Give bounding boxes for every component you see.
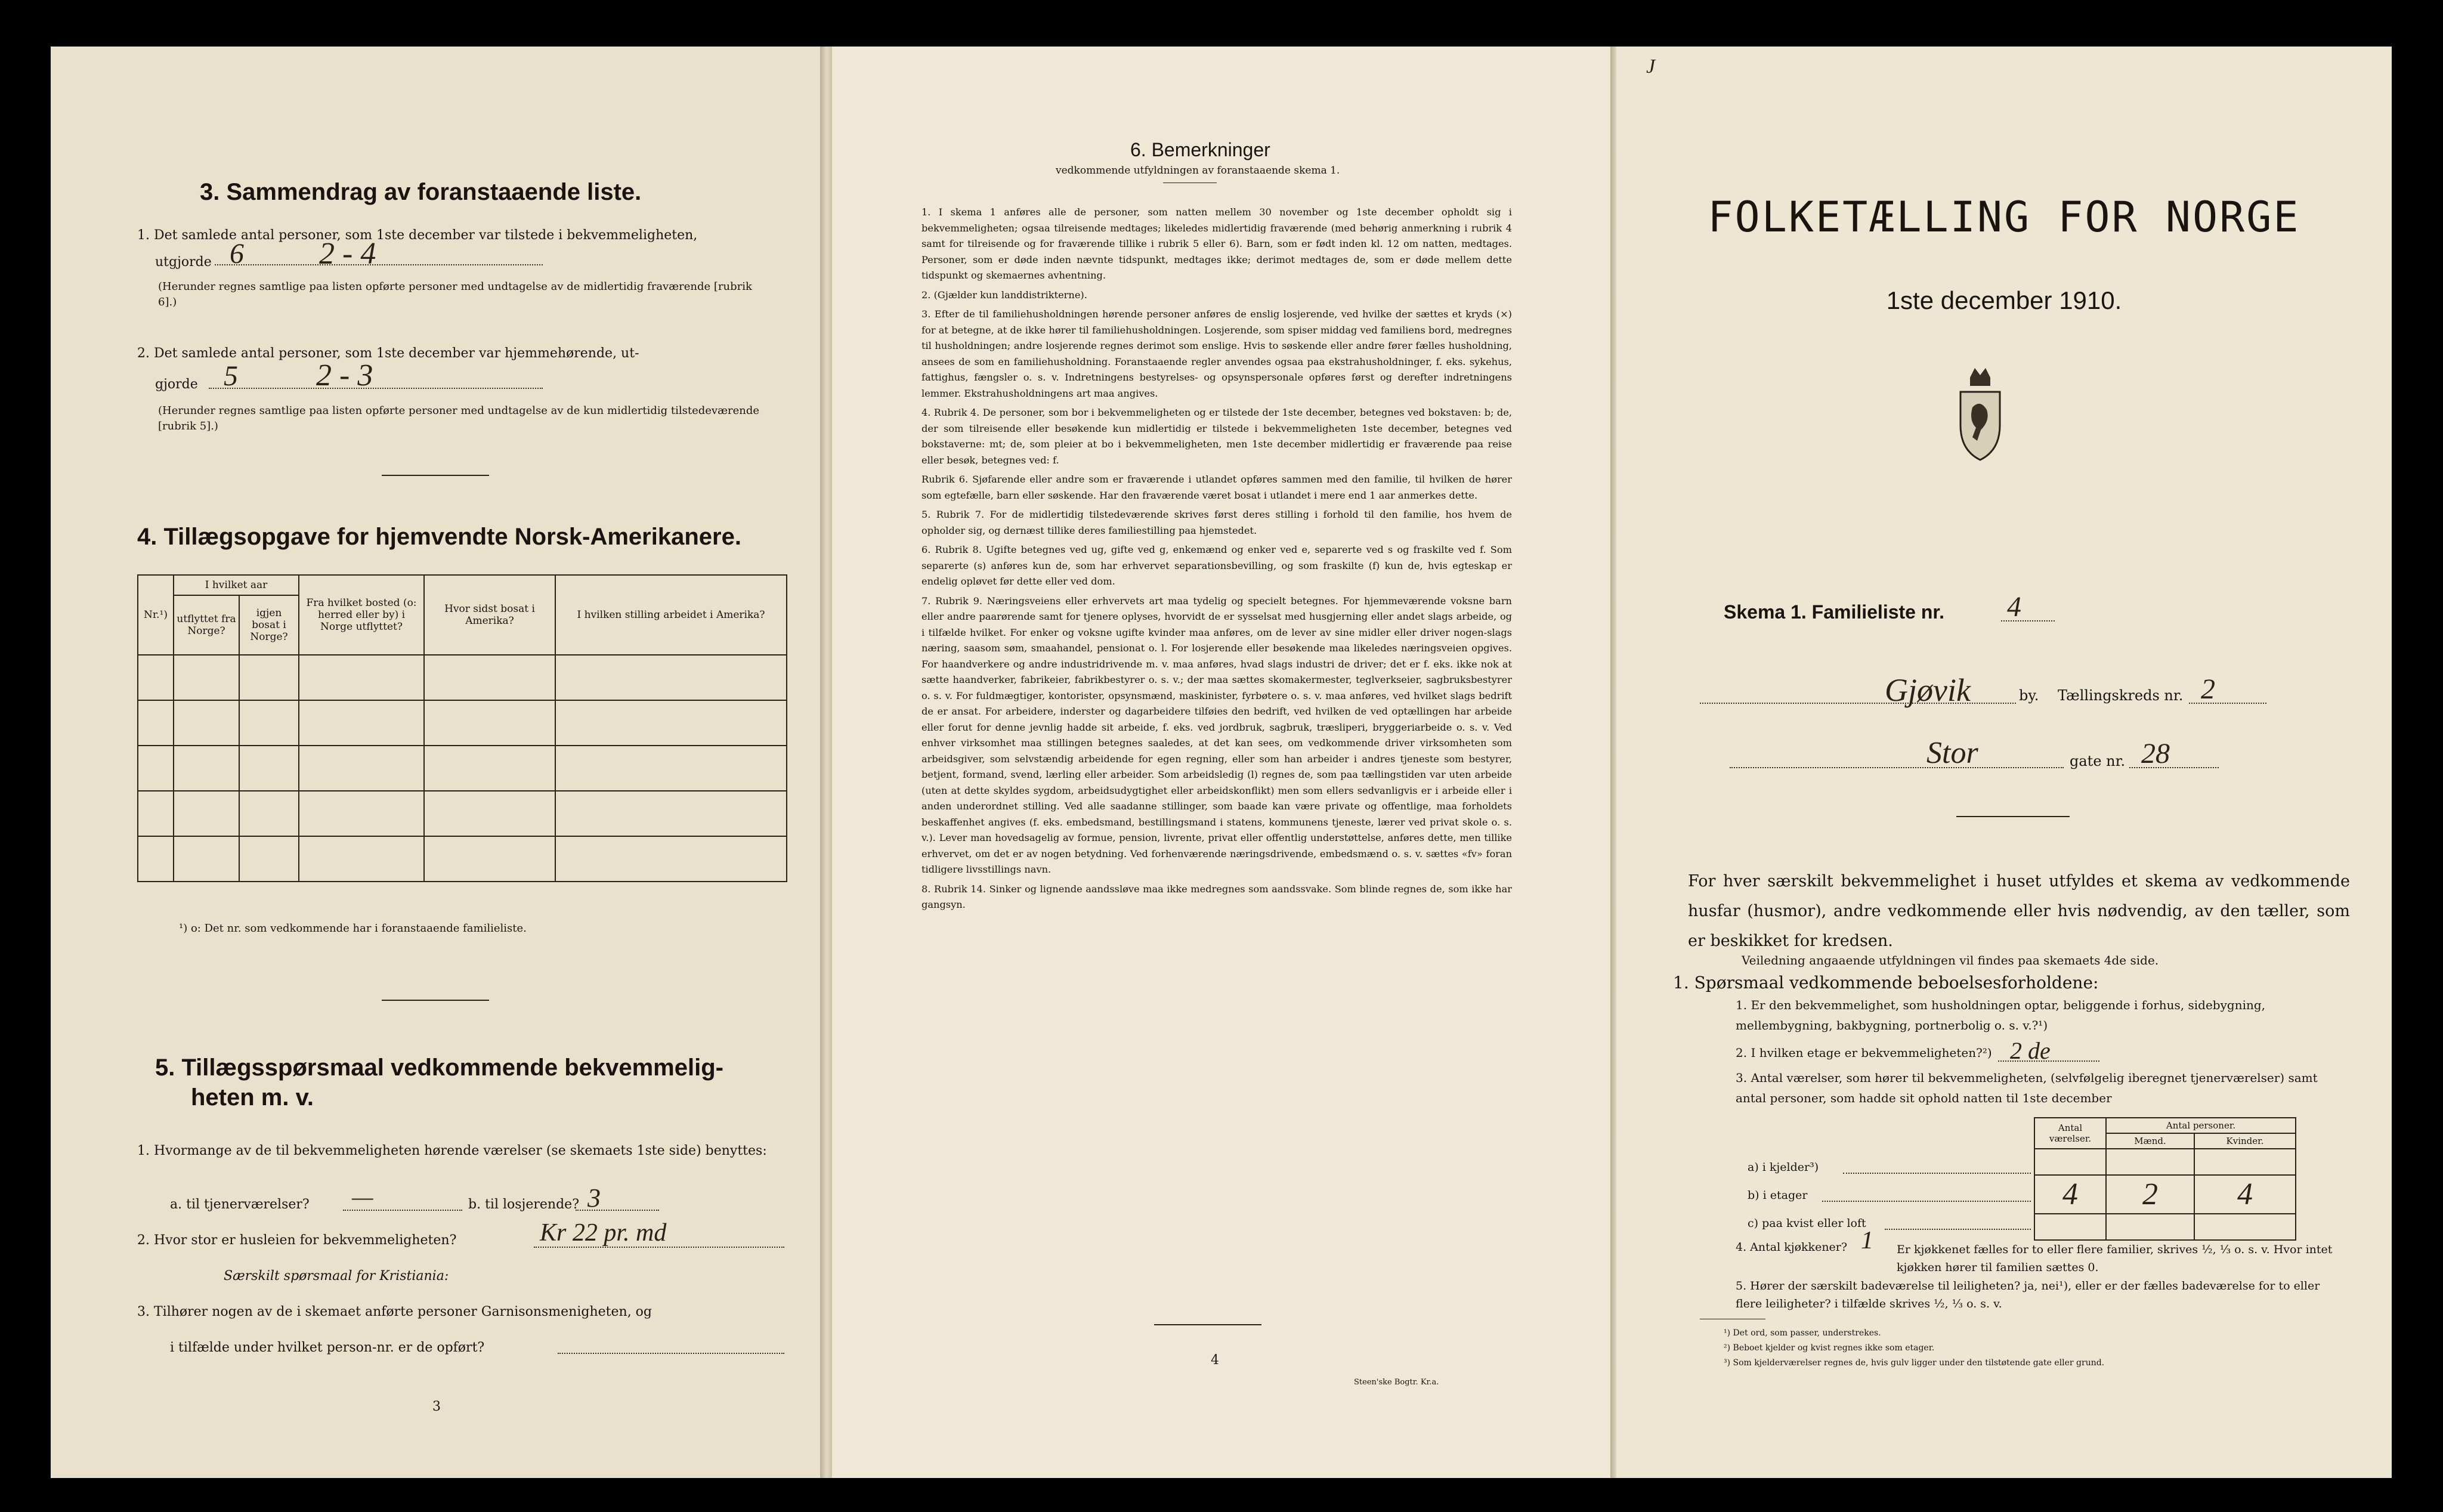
s5-question-3: 3. Tilhører nogen av de i skemaet anførte personer Garnisonsmenigheten, og [137, 1304, 653, 1319]
col-utflyttet: utflyttet fra Norge? [174, 595, 239, 655]
etager-line [1822, 1201, 2031, 1202]
s4-footnote: ¹) o: Det nr. som vedkommende har i foranstaaende familieliste. [179, 922, 527, 935]
row-label-kvist: c) paa kvist eller loft [1748, 1217, 1866, 1230]
etager-kvinder[interactable]: 4 [2194, 1175, 2296, 1214]
remarks-subtitle: vedkommende utfyldningen av foranstaaende skema 1. [1056, 165, 1340, 177]
table-row [138, 836, 787, 882]
question-4-rest: Er kjøkkenet fælles for to eller flere familier, skrives ½, ⅓ o. s. v. Hvor intet kjøkken hører til familien sættes 0. [1897, 1243, 2333, 1274]
intro-text: For hver særskilt bekvemmelighet i huset utfyldes et skema av vedkommende husfar (husmor), andre vedkommende eller hvis nødvendig, av den tæller, som er beskikket for kredsen. [1688, 872, 2350, 950]
s5-question-2: 2. Hvor stor er husleien for bekvemmeligheten? [137, 1233, 457, 1248]
s3-q1-answer-2[interactable]: 2 - 4 [319, 237, 376, 271]
table-row [138, 655, 787, 700]
page-4 [832, 47, 1619, 1478]
printer-mark: Steen'ske Bogtr. Kr.a. [1354, 1378, 1439, 1387]
row-label-etager: b) i etager [1748, 1189, 1808, 1202]
question-3: 3. Antal værelser, som hører til bekvemmeligheten, (selvfølgelig iberegnet tjenerværelser) samt antal personer, som hadde sit ophold natten til 1ste december [1736, 1071, 2318, 1105]
gate-line [1730, 767, 2064, 768]
col-kvinder: Kvinder. [2194, 1133, 2296, 1149]
kristiania-note: Særskilt spørsmaal for Kristiania: [224, 1269, 449, 1284]
remark-6: 6. Rubrik 8. Ugifte betegnes ved ug, gifte ved g, enkemænd og enker ved e, separerte ved s og fraskilte ved f. Som separerte (s) anføres kun de, som har erhvervet separationsbevilling, og som fraskilte (f) kun de, hvis egteskap er endelig opløvet før dette eller ved dom. [921, 544, 1512, 587]
col-stilling: I hvilken stilling arbeidet i Amerika? [555, 575, 787, 655]
coat-of-arms-icon [1953, 366, 2007, 463]
col-igjen: igjen bosat i Norge? [239, 595, 299, 655]
col-vaerelser: Antal værelser. [2034, 1118, 2106, 1149]
s3-q2-label: gjorde [155, 377, 198, 392]
kvist-vaerelser[interactable] [2034, 1214, 2106, 1240]
s3-q2-answer[interactable]: 5 [224, 360, 238, 392]
section-3-title: 3. Sammendrag av foranstaaende liste. [200, 179, 642, 205]
guide-text: Veiledning angaaende utfyldningen vil findes paa skemaets 4de side. [1742, 953, 2159, 967]
s5-question-3b: i tilfælde under hvilket person-nr. er de opført? [170, 1340, 485, 1355]
section-4-title: 4. Tillægsopgave for hjemvendte Norsk-Amerikanere. [137, 524, 741, 550]
page-1 [1616, 47, 2392, 1478]
s3-question-2: 2. Det samlede antal personer, som 1ste december var hjemmehørende, ut- [137, 346, 639, 361]
krets-value[interactable]: 2 [2201, 673, 2215, 705]
footnote-1: ¹) Det ord, som passer, understrekes. [1724, 1328, 1881, 1338]
remarks-list [921, 205, 1512, 913]
table-row [2034, 1175, 2296, 1214]
col-personer: Antal personer. [2106, 1118, 2296, 1133]
s3-q2-answer-2[interactable]: 2 - 3 [316, 358, 373, 392]
s5-q1b: b. til losjerende? [468, 1197, 579, 1212]
remark-8: 8. Rubrik 14. Sinker og lignende aandssløve maa ikke medregnes som aandssvake. Som blinde regnes de, som ikke har gangsyn. [921, 883, 1512, 910]
kjelder-maend[interactable] [2106, 1149, 2194, 1175]
footnotes [1724, 1326, 2104, 1371]
rooms-table [2034, 1117, 2296, 1241]
table-row [138, 746, 787, 791]
corner-mark: J [1646, 55, 1656, 78]
page-number: 3 [432, 1399, 441, 1414]
etager-maend[interactable]: 2 [2106, 1175, 2194, 1214]
kvist-kvinder[interactable] [2194, 1214, 2296, 1240]
gate-label: gate nr. [2070, 753, 2126, 769]
s5-q2-answer[interactable]: Kr 22 pr. md [540, 1219, 667, 1247]
question-2: 2. I hvilken etage er bekvemmeligheten?²) [1736, 1046, 1992, 1060]
by-label: by. [2019, 687, 2039, 704]
kjelder-line [1843, 1173, 2031, 1174]
questions-heading: 1. Spørsmaal vedkommende beboelsesforholdene: [1673, 973, 2099, 992]
gate-name[interactable]: Stor [1926, 736, 1978, 770]
row-label-kjelder: a) i kjelder³) [1748, 1161, 1819, 1174]
s5-question-1: 1. Hvormange av de til bekvemmeligheten hørende værelser (se skemaets 1ste side) benyttes: [137, 1143, 767, 1158]
page-3 [51, 47, 820, 1478]
s5-q1a: a. til tjenerværelser? [170, 1197, 310, 1212]
table-row [2034, 1149, 2296, 1175]
divider [382, 475, 489, 476]
footnote-3: ³) Som kjelderværelser regnes de, hvis gulv ligger under den tilstøtende gate eller grund. [1724, 1358, 2105, 1368]
by-value[interactable]: Gjøvik [1885, 672, 1971, 708]
q4-answer[interactable]: 1 [1861, 1227, 1873, 1254]
s3-q1-line [215, 264, 543, 265]
page-number: 4 [1211, 1353, 1219, 1368]
remark-2: 2. (Gjælder kun landdistrikterne). [921, 289, 1087, 301]
norsk-amerikaner-table [137, 574, 787, 882]
col-nr: Nr.¹) [138, 575, 174, 655]
remark-4: 4. Rubrik 4. De personer, som bor i bekvemmeligheten og er tilstede der 1ste december, betegnes ved bokstaven: b; de, der som tilreisende eller besøkende kun midlertidig er tilstede i bekvemmeligheten 1ste december, betegnes ved bokstaverne: mt; de, som pleier at bo i bekvemmeligheten, men 1ste december midlertidig er fraværende paa reise eller besøk, betegnes ved: f. [921, 407, 1512, 466]
s5-q1a-answer[interactable]: — [352, 1183, 373, 1210]
s5-q3-line [558, 1353, 784, 1354]
table-row [2034, 1214, 2296, 1240]
page-fold [820, 47, 833, 1478]
remark-1: 1. I skema 1 anføres alle de personer, som natten mellem 30 november og 1ste december opholdt sig i bekvemmeligheten; ogsaa tilreisende medtages; likeledes midlertidig fraværende (med behørig anmerkning i rubrik 4 samt for tilreisende og for fraværende tillike i rubrik 5 eller 6). Barn, som er født inden kl. 12 om natten, medtages. Personer, som er døde inden nævnte tidspunkt, medtages ikke; derimot medtages de, som er døde mellem dette tidspunkt og skemaernes avhentning. [921, 206, 1512, 281]
kvist-maend[interactable] [2106, 1214, 2194, 1240]
skema-nr[interactable]: 4 [2007, 591, 2021, 623]
divider [1956, 816, 2070, 817]
remarks-title: 6. Bemerkninger [1130, 139, 1270, 160]
s3-question-1: 1. Det samlede antal personer, som 1ste december var tilstede i bekvemmeligheten, [137, 228, 698, 243]
s3-q2-line [209, 388, 543, 389]
table-row [138, 791, 787, 836]
s3-q1-answer[interactable]: 6 [230, 238, 244, 270]
kvist-line [1885, 1229, 2031, 1230]
s3-q1-label: utgjorde [155, 255, 212, 270]
krets-label: Tællingskreds nr. [2058, 687, 2184, 704]
divider [382, 1000, 489, 1001]
section-5-title: 5. Tillægsspørsmaal vedkommende bekvemmelig- [155, 1055, 723, 1081]
gate-nr[interactable]: 28 [2141, 738, 2170, 769]
question-1: 1. Er den bekvemmelighet, som husholdningen optar, beliggende i forhus, sidebygning, mellembygning, bakbygning, portnerbolig o. s. v.?¹) [1736, 998, 2266, 1032]
skema-label: Skema 1. Familieliste nr. [1724, 601, 1944, 623]
col-bosted: Fra hvilket bosted (o: herred eller by) i Norge utflyttet? [299, 575, 424, 655]
s3-q1-note: (Herunder regnes samtlige paa listen opførte personer med undtagelse av de midlertidig fraværende [rubrik 6].) [158, 280, 752, 308]
remark-3: 3. Efter de til familiehusholdningen hørende personer anføres de enslig losjerende, ved hvilke der sættes et kryds (×) for at betegne, at de ikke hører til familiehusholdningen. Losjerende, som spiser middag ved familiens bord, medregnes til husholdningen; andre losjerende regnes derimot som enslige. Hvis to søskende eller andre fører fælles husholdning, ansees de som en familiehusholdning. Foranstaaende regler anvendes ogsaa paa ekstrahusholdninger, f. eks. sykehus, fattighus, fængsler o. s. v. Indretningens bestyrelses- og opsynspersonale opføres først og derefter indretningens lemmer. Ekstrahusholdningens art maa angives. [921, 308, 1512, 399]
remark-5: 5. Rubrik 7. For de midlertidig tilstedeværende skrives først deres stilling i forhold til den familie, hos hvem de opholder sig, og dernæst tillike deres familiestilling paa hjemstedet. [921, 509, 1512, 536]
col-maend: Mænd. [2106, 1133, 2194, 1149]
col-aar: I hvilket aar [174, 575, 299, 595]
table-row [138, 700, 787, 746]
question-4: 4. Antal kjøkkener? [1736, 1241, 1848, 1254]
remark-rubrik-6: Rubrik 6. Sjøfarende eller andre som er fraværende i utlandet opføres sammen med den familie, til hvilken de hører som egtefælle, barn eller søskende. Har den fraværende været bosat i utlandet i mere end 1 aar anmerkes dette. [921, 474, 1512, 501]
main-title: FOLKETÆLLING FOR NORGE [1708, 193, 2300, 242]
q2-answer[interactable]: 2 de [2010, 1037, 2051, 1064]
s5-q1b-answer[interactable]: 3 [587, 1183, 601, 1213]
remark-7: 7. Rubrik 9. Næringsveiens eller erhvervets art maa tydelig og specielt betegnes. For hjemmeværende voksne barn eller andre paarørende samt for tjenere oplyses, hvorvidt de er sysselsat med husgjerning eller andet slags arbeide, og i tilfælde hvilket. For enker og voksne ugifte kvinder maa anføres, om de lever av sine midler eller driver nogen-slags næring, saasom søm, smaahandel, pensionat o. l. For losjerende eller besøkende maa likeledes næringsveien opgives. For haandverkere og andre industridrivende m. v. maa anføres, hvad slags industri de driver; det er f. eks. ikke nok at sætte haandverker, fabrikeier, fabrikbestyrer o. s. v.; der maa sættes skomakermester, teglverkseier, sagbruksbestyrer o. s. v. For fuldmægtiger, kontorister, opsynsmænd, maskinister, fyrbøtere o. s. v. maa anføres, ved hvilket slags bedrift de er ansat. For arbeidere, inderster og dagarbeidere tilføies den bedrift, ved hvilken de ved optællingen har arbeide eller forut for denne jevnlig hadde sit arbeide, f. eks. ved jordbruk, sagbruk, træsliperi, bryggeriarbeide o. s. v. Ved enhver virksomhet maa stillingen betegnes saaledes, at det kan sees, om vedkommende driver virksomheten som arbeidsgiver, som selvstændig arbeidende for egen regning, eller som han arbeider i andres tjeneste som bestyrer, betjent, formand, svend, lærling eller arbeider. Som arbeidsledig (l) regnes de, som paa tællingstiden var uten arbeide (uten at dette skyldes sygdom, arbeidsudygtighet eller arbeidskonflikt) men som ellers sedvanligvis er i arbeide eller i anden underordnet stilling. Ved alle saadanne stillinger, som baade kan være private og offentlige, maa forholdets beskaffenhet angives (f. eks. embedsmand, bestillingsmand i statens, kommunens tjeneste, lærer ved privat skole o. s. v.). Lever man hovedsagelig av formue, pension, livrente, privat eller offentlig understøttelse, anføres dette, men tillike erhvervet, om det er av nogen betydning. Ved forhenværende næringsdrivende, embedsmænd o. s. v. sættes «fv» foran tidligere livsstillings navn. [921, 595, 1512, 875]
section-5-title-2: heten m. v. [191, 1084, 314, 1111]
census-date: 1ste december 1910. [1886, 286, 2122, 314]
divider [1154, 1324, 1261, 1325]
kjelder-kvinder[interactable] [2194, 1149, 2296, 1175]
col-sidst: Hvor sidst bosat i Amerika? [424, 575, 555, 655]
footnote-2: ²) Beboet kjelder og kvist regnes ikke som etager. [1724, 1343, 1935, 1353]
etager-vaerelser[interactable]: 4 [2034, 1175, 2106, 1214]
kjelder-vaerelser[interactable] [2034, 1149, 2106, 1175]
question-5: 5. Hører der særskilt badeværelse til leiligheten? ja, nei¹), eller er der fælles badeværelse for to eller flere leiligheter? i tilfælde skrives ½, ⅓ o. s. v. [1736, 1279, 2320, 1310]
s3-q2-note: (Herunder regnes samtlige paa listen opførte personer med undtagelse av de kun midlertidig tilstedeværende [rubrik 5].) [158, 404, 760, 432]
